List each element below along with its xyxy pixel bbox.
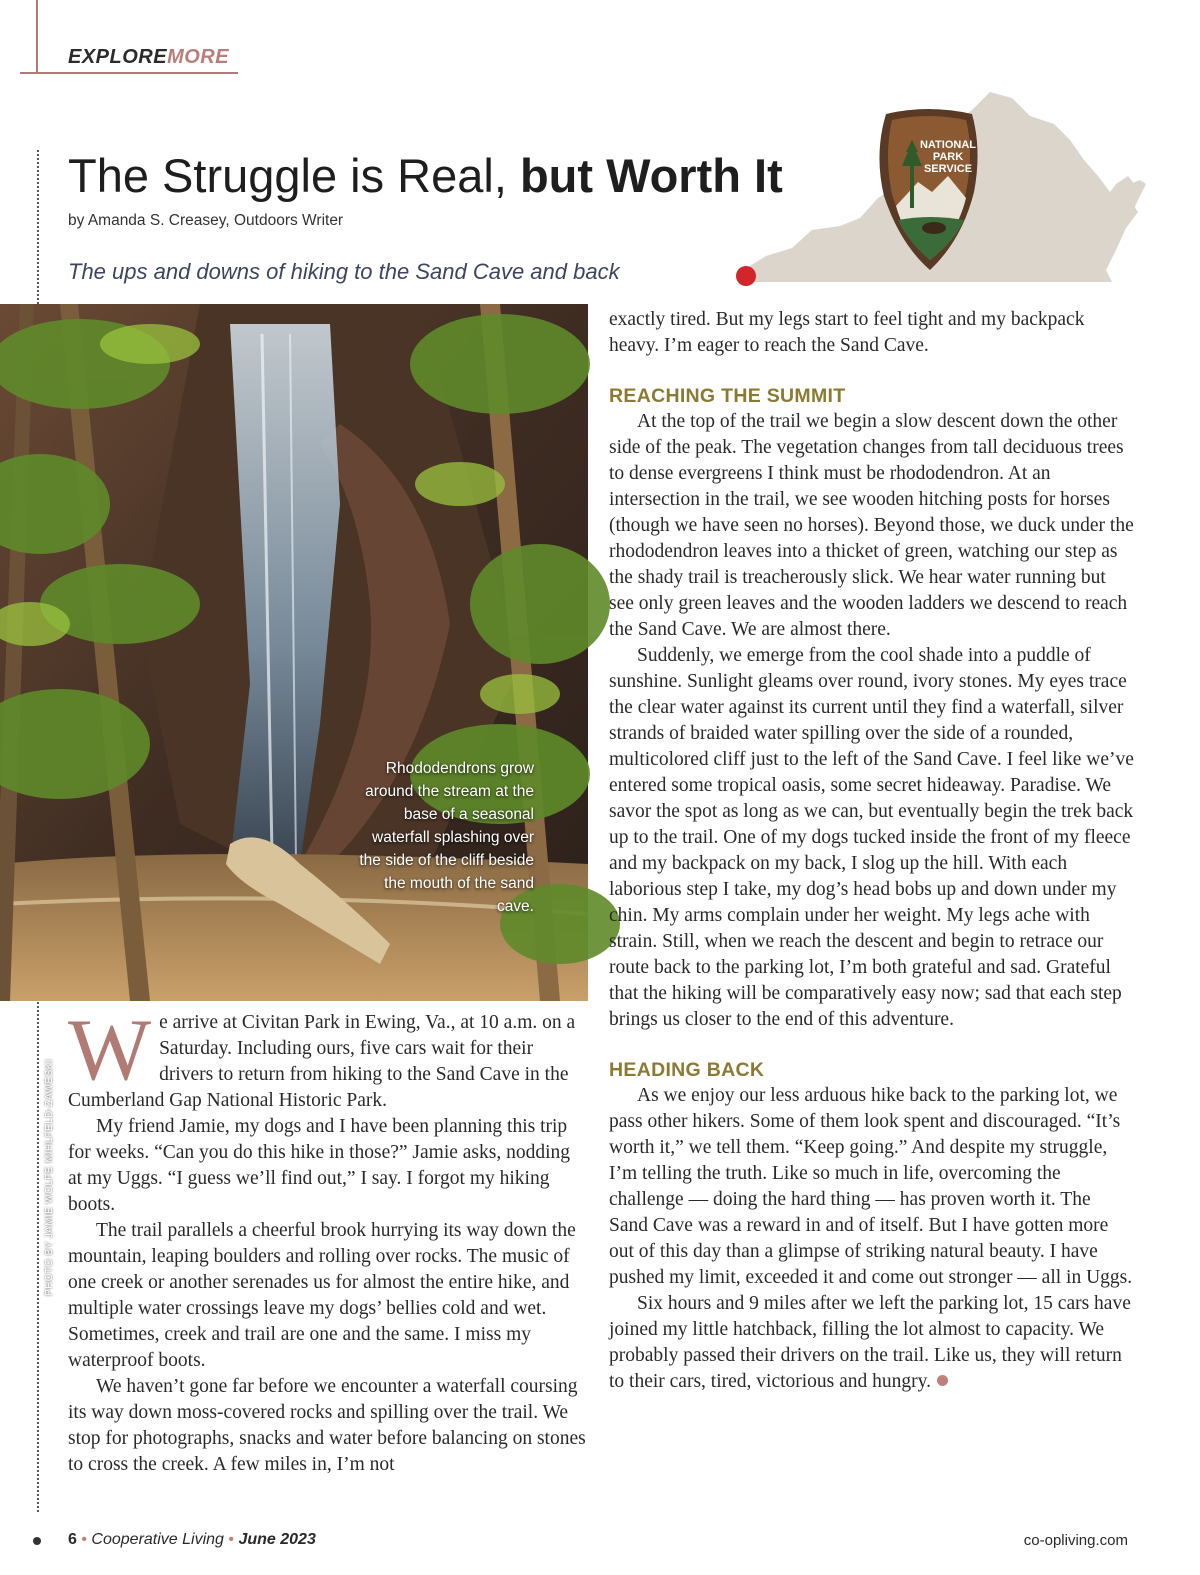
byline: by Amanda S. Creasey, Outdoors Writer bbox=[68, 212, 344, 229]
nps-badge-line1: NATIONAL bbox=[919, 139, 977, 151]
section-label-word1: EXPLORE bbox=[68, 46, 168, 68]
article-paragraph-2: My friend Jamie, my dogs and I have been planning this trip for weeks. “Can you do this hike in those?” Jamie asks, nodding at my Uggs. “I guess we’ll find out,” I say. I forgot my hiking boots. bbox=[68, 1116, 571, 1215]
subhead-heading-back: HEADING BACK bbox=[609, 1059, 765, 1081]
article-column-left bbox=[68, 1002, 588, 1478]
virginia-map-graphic bbox=[700, 80, 1160, 300]
article-column-right bbox=[609, 307, 1134, 1395]
page-number: 6 bbox=[68, 1531, 77, 1548]
footer-separator-1: • bbox=[81, 1531, 87, 1548]
back-paragraph-1: As we enjoy our less arduous hike back to the parking lot, we pass other hikers. Some of them look spent and discouraged. “It’s worth it,” we tell them. “Keep going.” And despite my struggle, I’m telling the truth. Like so much in life, overcoming the challenge — doing the hard thing — has proven worth it. The Sand Cave was a reward in and of itself. But I have gotten more out of this day than a glimpse of striking natural beauty. I have pushed my limit, exceeded it and come out stronger — all in Uggs. bbox=[609, 1085, 1133, 1288]
end-of-article-dot bbox=[937, 1375, 948, 1386]
article-continuation: exactly tired. But my legs start to feel tight and my backpack heavy. I’m eager to reach the Sand Cave. bbox=[609, 309, 1085, 356]
back-paragraph-2-text: Six hours and 9 miles after we left the parking lot, 15 cars have joined my little hatchback, filling the lot almost to capacity. We probably passed their drivers on the trail. Like us, they will return to their cars, tired, victorious and hungry. bbox=[609, 1293, 1131, 1392]
article-headline bbox=[68, 148, 783, 203]
photo-credit: PHOTO BY JAMIE WOLFE MIHLFELD-ZAWESKI bbox=[44, 1059, 55, 1296]
footer-separator-2: • bbox=[228, 1531, 235, 1548]
footer-folio bbox=[68, 1531, 316, 1549]
article-paragraph-4: We haven’t gone far before we encounter a waterfall coursing its way down moss-covered rocks and spilling over the trail. We stop for photographs, snacks and water before balancing on stones to cross the creek. A few miles in, I’m not bbox=[68, 1376, 586, 1475]
header-vertical-rule bbox=[36, 0, 38, 74]
section-underline bbox=[20, 72, 238, 74]
section-label-word2: MORE bbox=[167, 46, 230, 68]
article-paragraph-1 bbox=[68, 1002, 588, 1114]
article-paragraph-1-text: e arrive at Civitan Park in Ewing, Va., at 10 a.m. on a Saturday. Including ours, five cars wait for their drivers to return from hiking to the Sand Cave in the Cumberland Gap National Historic Park. bbox=[68, 1012, 576, 1111]
magazine-name: Cooperative Living bbox=[91, 1531, 224, 1548]
eastern-shore bbox=[1120, 180, 1146, 226]
drop-cap: W bbox=[68, 1002, 152, 1099]
section-label bbox=[68, 46, 229, 69]
summit-paragraph-1: At the top of the trail we begin a slow descent down the other side of the peak. The vegetation changes from tall deciduous trees to dense evergreens I think must be rhododendron. At an intersection in the trail, we see wooden hitching posts for horses (though we have seen no horses). Beyond those, we duck under the rhododendron leaves into a thicket of green, watching our step as the shady trail is treacherously slick. We hear water running but see only green leaves and the wooden ladders we descend to reach the Sand Cave. We are almost there. bbox=[609, 411, 1134, 640]
nps-badge-line3: SERVICE bbox=[923, 163, 973, 175]
issue-date: June 2023 bbox=[238, 1531, 316, 1548]
article-paragraph-3: The trail parallels a cheerful brook hurrying its way down the mountain, leaping boulders and rolling over rocks. The music of one creek or another serenades us for almost the entire hike, and multiple water crossings leave my dogs’ bellies cold and wet. Sometimes, creek and trail are one and the same. I miss my waterproof boots. bbox=[68, 1220, 576, 1371]
subhead-reaching-the-summit: REACHING THE SUMMIT bbox=[609, 385, 846, 407]
back-paragraph-2 bbox=[609, 1291, 1134, 1395]
summit-paragraph-2: Suddenly, we emerge from the cool shade into a puddle of sunshine. Sunlight gleams over round, ivory stones. My eyes trace the clear water against its current until they find a waterfall, silver strands of braided water spilling over the side of a rounded, multicolored cliff just to the left of the Sand Cave. I feel like we’ve entered some tropical oasis, some secret hideaway. Paradise. We savor the spot as long as we can, but eventually begin the trek back up to the trail. One of my dogs tucked inside the front of my fleece and my backpack on my back, I slog up the hill. With each laborious step I take, my dog’s head bobs up and down under my chin. My arms complain under her weight. My legs ache with strain. Still, when we reach the descent and begin to retrace our route back to the parking lot, I’m both grateful and sad. Grateful that the hiking will be comparatively easy now; sad that each step brings us closer to the end of this adventure. bbox=[609, 645, 1134, 1030]
nps-badge-line2: PARK bbox=[932, 151, 964, 163]
photo-caption: Rhododendrons grow around the stream at the base of a seasonal waterfall splashing over the side of the cliff beside the mouth of the sand cave. bbox=[359, 760, 534, 915]
headline-bold: but Worth It bbox=[519, 149, 783, 202]
footer-website: co-opliving.com bbox=[1023, 1532, 1128, 1549]
sand-cave-marker bbox=[736, 266, 756, 286]
headline-light: The Struggle is Real, bbox=[68, 149, 520, 202]
article-dek: The ups and downs of hiking to the Sand Cave and back bbox=[68, 259, 620, 284]
dotted-line-end-dot bbox=[33, 1537, 41, 1545]
